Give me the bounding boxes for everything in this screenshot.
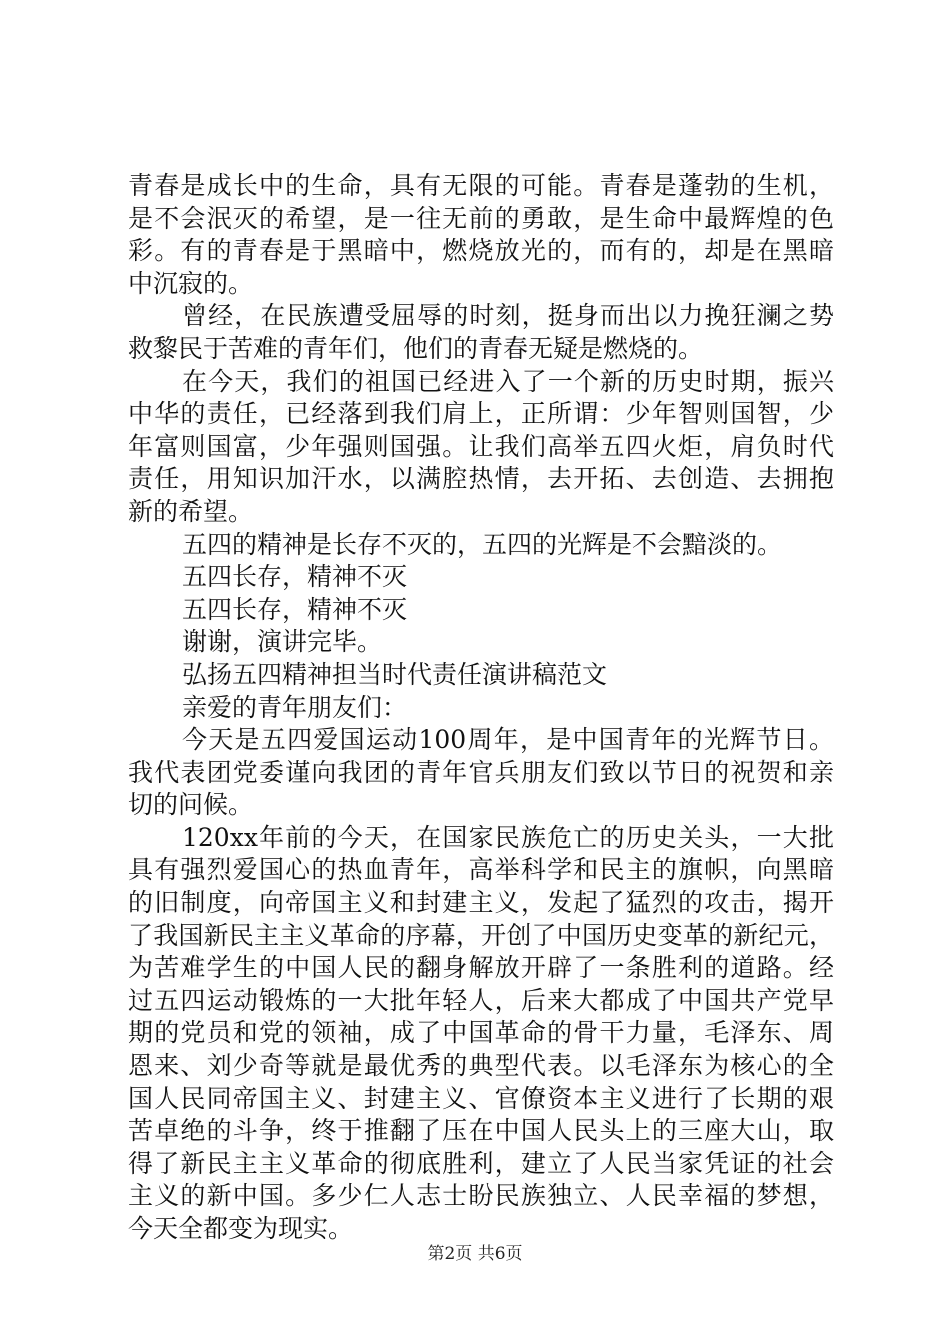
- document-body: [128, 170, 834, 1246]
- text-line: 120xx年前的今天，在国家民族危亡的历史关头，一大批: [182, 822, 834, 852]
- text-line: 中华的责任，已经落到我们肩上，正所谓：少年智则国智，少: [128, 399, 834, 429]
- text-line: 中沉寂的。: [128, 268, 254, 298]
- text-line: 国人民同帝国主义、封建主义、官僚资本主义进行了长期的艰: [128, 1083, 834, 1113]
- text-line: 弘扬五四精神担当时代责任演讲稿范文: [182, 659, 608, 689]
- page-number-footer: 第2页 共6页: [427, 1244, 523, 1264]
- text-line: 切的问候。: [128, 790, 254, 820]
- text-line: 五四长存，精神不灭: [182, 562, 408, 592]
- text-line: 责任，用知识加汗水，以满腔热情，去开拓、去创造、去拥抱: [128, 464, 834, 494]
- text-line: 今天是五四爱国运动100周年，是中国青年的光辉节日。: [182, 725, 834, 755]
- text-line: 年富则国富，少年强则国强。让我们高举五四火炬，肩负时代: [128, 431, 834, 461]
- text-line: 了我国新民主主义革命的序幕，开创了中国历史变革的新纪元，: [128, 920, 834, 950]
- text-line: 救黎民于苦难的青年们，他们的青春无疑是燃烧的。: [128, 333, 704, 363]
- text-line: 具有强烈爱国心的热血青年，高举科学和民主的旗帜，向黑暗: [128, 855, 834, 885]
- text-line: 亲爱的青年朋友们：: [182, 692, 408, 722]
- text-line: 是不会泯灭的希望，是一往无前的勇敢，是生命中最辉煌的色: [128, 203, 834, 233]
- text-line: 我代表团党委谨向我团的青年官兵朋友们致以节日的祝贺和亲: [128, 757, 834, 787]
- text-line: 恩来、刘少奇等就是最优秀的典型代表。以毛泽东为核心的全: [128, 1051, 834, 1081]
- text-line: 主义的新中国。多少仁人志士盼民族独立、人民幸福的梦想，: [128, 1181, 834, 1211]
- text-line: 期的党员和党的领袖，成了中国革命的骨干力量，毛泽东、周: [128, 1018, 834, 1048]
- text-line: 得了新民主主义革命的彻底胜利，建立了人民当家凭证的社会: [128, 1148, 834, 1178]
- text-line: 曾经，在民族遭受屈辱的时刻，挺身而出以力挽狂澜之势: [182, 301, 834, 331]
- text-line: 今天全都变为现实。: [128, 1214, 354, 1243]
- text-line: 为苦难学生的中国人民的翻身解放开辟了一条胜利的道路。经: [128, 953, 834, 983]
- text-line: 在今天，我们的祖国已经进入了一个新的历史时期，振兴: [182, 366, 834, 396]
- text-line: 过五四运动锻炼的一大批年轻人，后来大都成了中国共产党早: [128, 985, 834, 1015]
- text-line: 青春是成长中的生命，具有无限的可能。青春是蓬勃的生机，: [128, 171, 834, 200]
- text-line: 谢谢，演讲完毕。: [182, 627, 383, 657]
- text-line: 五四长存，精神不灭: [182, 594, 408, 624]
- text-line: 苦卓绝的斗争，终于推翻了压在中国人民头上的三座大山，取: [128, 1116, 834, 1146]
- text-line: 的旧制度，向帝国主义和封建主义，发起了猛烈的攻击，揭开: [128, 888, 834, 918]
- text-line: 五四的精神是长存不灭的，五四的光辉是不会黯淡的。: [182, 529, 783, 559]
- text-line: 彩。有的青春是于黑暗中，燃烧放光的，而有的，却是在黑暗: [128, 236, 834, 266]
- text-line: 新的希望。: [128, 496, 254, 526]
